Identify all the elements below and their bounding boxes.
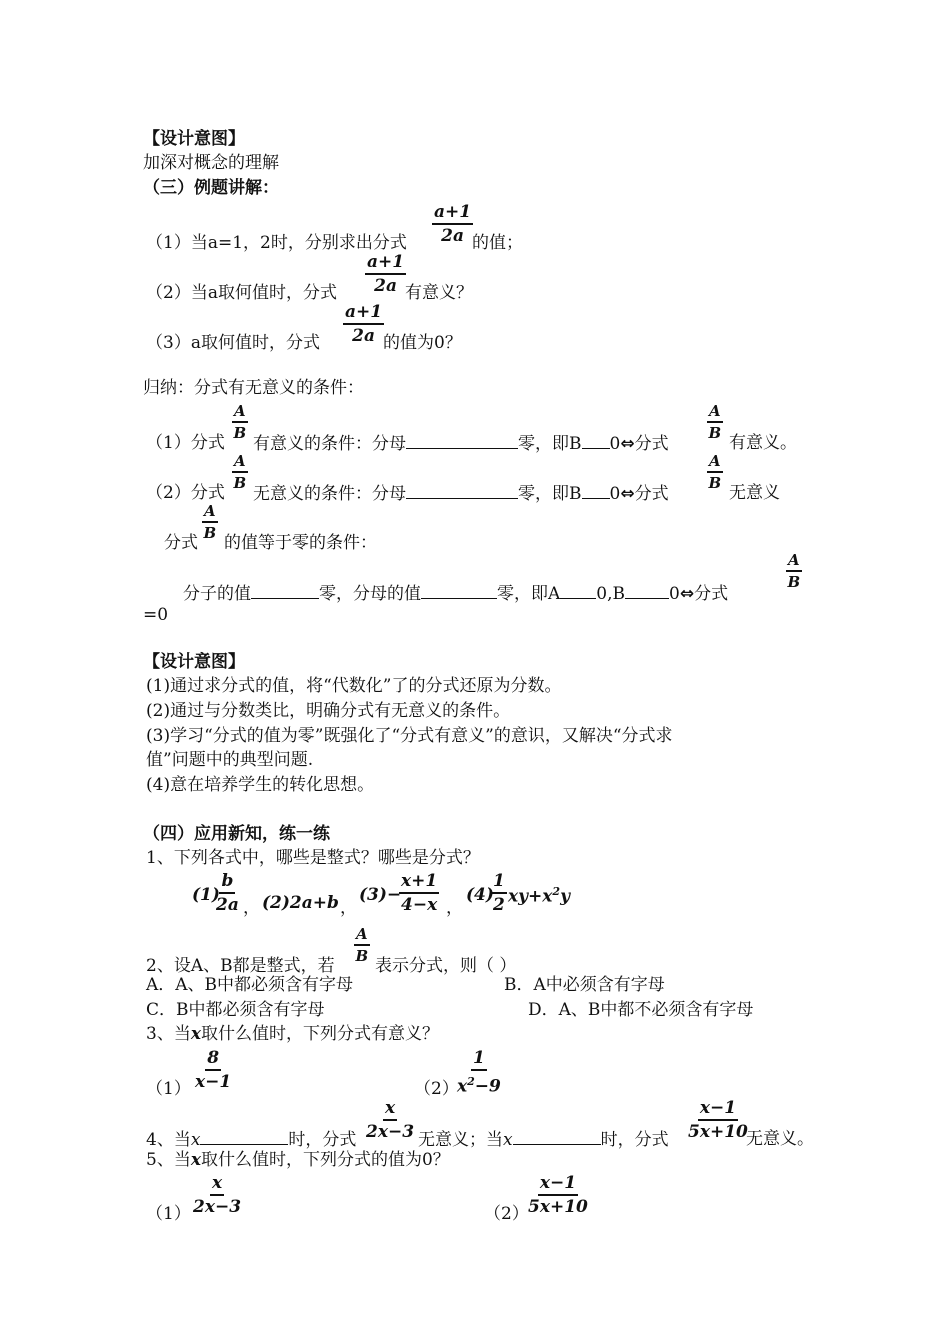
q2-post: 有意义？ (405, 283, 473, 303)
fraction-x-over-2x-minus-3 (193, 1174, 241, 1216)
expr-xy-plus-x2y (508, 885, 570, 907)
var-x: x (190, 1150, 201, 1170)
answer-blank[interactable] (200, 1128, 288, 1145)
fraction-numerator: A (707, 453, 723, 473)
iff-arrow-icon: ⇔ (620, 434, 635, 454)
separator: ， (340, 898, 357, 918)
p4-a: 4、当 (146, 1130, 191, 1150)
p5-pre: 5、当 (146, 1150, 191, 1170)
fraction-denominator: B (233, 474, 247, 492)
p1-e1-label: (1) (192, 885, 220, 905)
p1-text: 1、下列各式中，哪些是整式？哪些是分式？ (146, 848, 480, 868)
fraction-numerator: A (232, 453, 248, 473)
fraction-numerator: A (786, 552, 802, 572)
answer-blank[interactable] (251, 582, 319, 599)
design2-item: 值”问题中的典型问题. (146, 750, 314, 770)
fraction-denominator: x−1 (195, 1072, 232, 1092)
var-x: x (190, 1130, 201, 1150)
p2-option-d[interactable]: D．A、B中都不必须含有字母 (528, 1000, 754, 1020)
p2-option-b[interactable]: B．A中必须含有字母 (504, 975, 665, 995)
fraction-denominator: B (233, 424, 247, 442)
section-4-heading: （四）应用新知，练一练 (143, 824, 330, 844)
cond2-line (253, 482, 669, 505)
answer-blank[interactable] (421, 582, 497, 599)
answer-blank[interactable] (406, 482, 518, 499)
design-heading-2: 【设计意图】 (143, 652, 245, 672)
answer-blank[interactable] (406, 432, 518, 449)
p2-post: 表示分式，则（ ） (375, 956, 517, 976)
p3-label-1: （1） (146, 1079, 191, 1099)
cond1-pre: （1）分式 (146, 433, 225, 453)
cond2-zero0: 0 (609, 484, 621, 504)
section-3-heading: （三）例题讲解： (143, 178, 279, 198)
fraction-A-over-B (707, 453, 723, 491)
expr-2a-plus-b: (2)2a+b (262, 893, 339, 913)
p5-post: 取什么值时，下列分式的值为0？ (200, 1150, 450, 1170)
fraction-8-over-x-minus-1 (195, 1049, 231, 1091)
cond2-frac-label: 分式 (634, 484, 669, 504)
den-x: x (457, 1076, 468, 1097)
expr-one-half (491, 872, 507, 914)
fraction-numerator: x+1 (399, 872, 439, 894)
p3-post: 取什么值时，下列分式有意义？ (200, 1024, 439, 1044)
separator: ， (243, 898, 260, 918)
fraction-denominator: B (203, 524, 217, 542)
expr-b-over-2a (216, 872, 239, 914)
p5-label-2: （2） (484, 1204, 529, 1224)
fraction-numerator: 1 (471, 1049, 487, 1071)
fraction-numerator: b (219, 872, 235, 894)
q1-pre: （1）当a=1，2时，分别求出分式 (146, 233, 407, 253)
answer-blank[interactable] (582, 432, 610, 449)
fraction-A-over-B (232, 453, 248, 491)
answer-blank[interactable] (513, 1128, 601, 1145)
den-rest: −9 (474, 1076, 501, 1097)
cond3b-b: 零，分母的值 (319, 584, 421, 604)
p4-c: 无意义；当 (418, 1130, 503, 1150)
p3-label-2: （2） (414, 1079, 459, 1099)
fraction-denominator: 5x+10 (688, 1122, 748, 1142)
exponent-2: 2 (552, 885, 561, 898)
summary-title: 归纳：分式有无意义的条件： (143, 378, 364, 398)
cond3-post: 的值等于零的条件： (224, 533, 377, 553)
design-heading-1: 【设计意图】 (143, 129, 245, 149)
q2-pre: （2）当a取何值时，分式 (146, 283, 337, 303)
fraction-numerator: x (383, 1099, 397, 1121)
fraction-denominator: 2a (216, 895, 239, 915)
cond2-pre: （2）分式 (146, 483, 225, 503)
expr-y: y (560, 886, 570, 907)
fraction-denominator: B (708, 474, 722, 492)
iff-arrow-icon: ⇔ (620, 484, 635, 504)
fraction-numerator: a+1 (343, 303, 384, 325)
separator: ， (446, 898, 463, 918)
fraction-numerator: A (354, 926, 370, 946)
cond1-zero: 零，即B (518, 434, 582, 454)
fraction-denominator: 2a (441, 226, 464, 246)
fraction-denominator: 4−x (401, 895, 438, 915)
fraction-denominator: B (787, 573, 801, 591)
cond1-mid: 有意义的条件：分母 (253, 434, 406, 454)
fraction-denominator: 5x+10 (528, 1197, 588, 1217)
answer-blank[interactable] (582, 482, 610, 499)
fraction-numerator: a+1 (432, 203, 473, 225)
fraction-denominator: 2x−3 (366, 1122, 415, 1142)
iff-arrow-icon: ⇔ (679, 584, 695, 604)
fraction-numerator: a+1 (365, 253, 406, 275)
fraction-denominator (457, 1071, 501, 1096)
fraction-denominator: B (355, 947, 369, 965)
p4-line-b (418, 1128, 669, 1151)
var-x: x (503, 1130, 513, 1150)
cond3b-eq: =0 (143, 605, 169, 625)
cond1-post: 有意义。 (729, 433, 797, 453)
fraction-A-over-B (707, 403, 723, 441)
cond1-zero0: 0 (609, 434, 621, 454)
fraction-A-over-B (232, 403, 248, 441)
design2-item: (4)意在培养学生的转化思想。 (146, 775, 375, 795)
p3-pre: 3、当 (146, 1024, 191, 1044)
fraction-1-over-x2-minus-9 (457, 1049, 501, 1096)
design2-item: (1)通过求分式的值，将“代数化”了的分式还原为分数。 (146, 676, 562, 696)
expr-x-plus-1-over-4-minus-x (399, 872, 439, 914)
fraction-numerator: 8 (205, 1049, 221, 1071)
fraction-denominator: B (708, 424, 722, 442)
fraction-numerator: 1 (491, 872, 507, 894)
p2-pre: 2、设A、B都是整式，若 (146, 956, 335, 976)
cond2-mid: 无意义的条件：分母 (253, 484, 406, 504)
fraction-denominator: 2a (352, 326, 375, 346)
fraction-a-plus-1-over-2a (365, 253, 406, 295)
cond2-zero: 零，即B (518, 484, 582, 504)
fraction-numerator: A (232, 403, 248, 423)
p2-option-c[interactable]: C．B中都必须含有字母 (146, 1000, 325, 1020)
p5-line (146, 1149, 450, 1171)
fraction-x-over-2x-minus-3 (366, 1099, 414, 1141)
answer-blank[interactable] (560, 582, 596, 599)
fraction-x-minus-1-over-5x-plus-10 (528, 1174, 588, 1216)
fraction-numerator: x (210, 1174, 224, 1196)
cond3b-e: 0 (669, 584, 680, 604)
design2-item: (2)通过与分数类比，明确分式有无意义的条件。 (146, 701, 511, 721)
cond3-zero-line (183, 582, 728, 605)
var-x: x (190, 1024, 201, 1044)
cond3b-c: 零，即A (497, 584, 561, 604)
p5-label-1: （1） (146, 1204, 191, 1224)
exponent-2: 2 (467, 1075, 475, 1088)
fraction-denominator: 2a (374, 276, 397, 296)
cond2-post: 无意义 (729, 483, 780, 503)
fraction-numerator: A (707, 403, 723, 423)
design-text-1: 加深对概念的理解 (143, 153, 279, 173)
p4-e: 无意义。 (746, 1129, 814, 1149)
expr-rest: xy+x (508, 886, 553, 907)
p4-b: 时，分式 (288, 1130, 357, 1150)
fraction-A-over-B (202, 503, 218, 541)
p2-option-a[interactable]: A．A、B中都必须含有字母 (146, 975, 354, 995)
q1-post: 的值； (472, 233, 523, 253)
fraction-x-minus-1-over-5x-plus-10 (688, 1099, 748, 1141)
p4-line-a (146, 1128, 356, 1151)
q3-post: 的值为0？ (383, 333, 462, 353)
cond3-pre: 分式 (164, 533, 198, 553)
cond3b-d: 0,B (596, 584, 625, 604)
q3-pre: （3）a取何值时，分式 (146, 333, 320, 353)
cond3b-f: 分式 (694, 584, 729, 604)
fraction-numerator: x−1 (538, 1174, 578, 1196)
p1-e4-label: (4) (466, 885, 494, 905)
cond1-frac-label: 分式 (634, 434, 669, 454)
fraction-a-plus-1-over-2a (343, 303, 384, 345)
fraction-denominator: 2x−3 (193, 1197, 242, 1217)
p3-line (146, 1023, 439, 1045)
p4-d: 时，分式 (600, 1130, 669, 1150)
cond3b-a: 分子的值 (183, 584, 251, 604)
fraction-numerator: x−1 (698, 1099, 738, 1121)
fraction-A-over-B (786, 552, 802, 590)
fraction-numerator: A (202, 503, 218, 523)
fraction-denominator: 2 (493, 895, 505, 915)
answer-blank[interactable] (625, 582, 669, 599)
design2-item: (3)学习“分式的值为零”既强化了“分式有意义”的意识，又解决“分式求 (146, 726, 673, 746)
cond1-line (253, 432, 669, 455)
fraction-a-plus-1-over-2a (432, 203, 473, 245)
fraction-A-over-B (354, 926, 370, 964)
p1-e3-label: (3)− (359, 885, 402, 905)
